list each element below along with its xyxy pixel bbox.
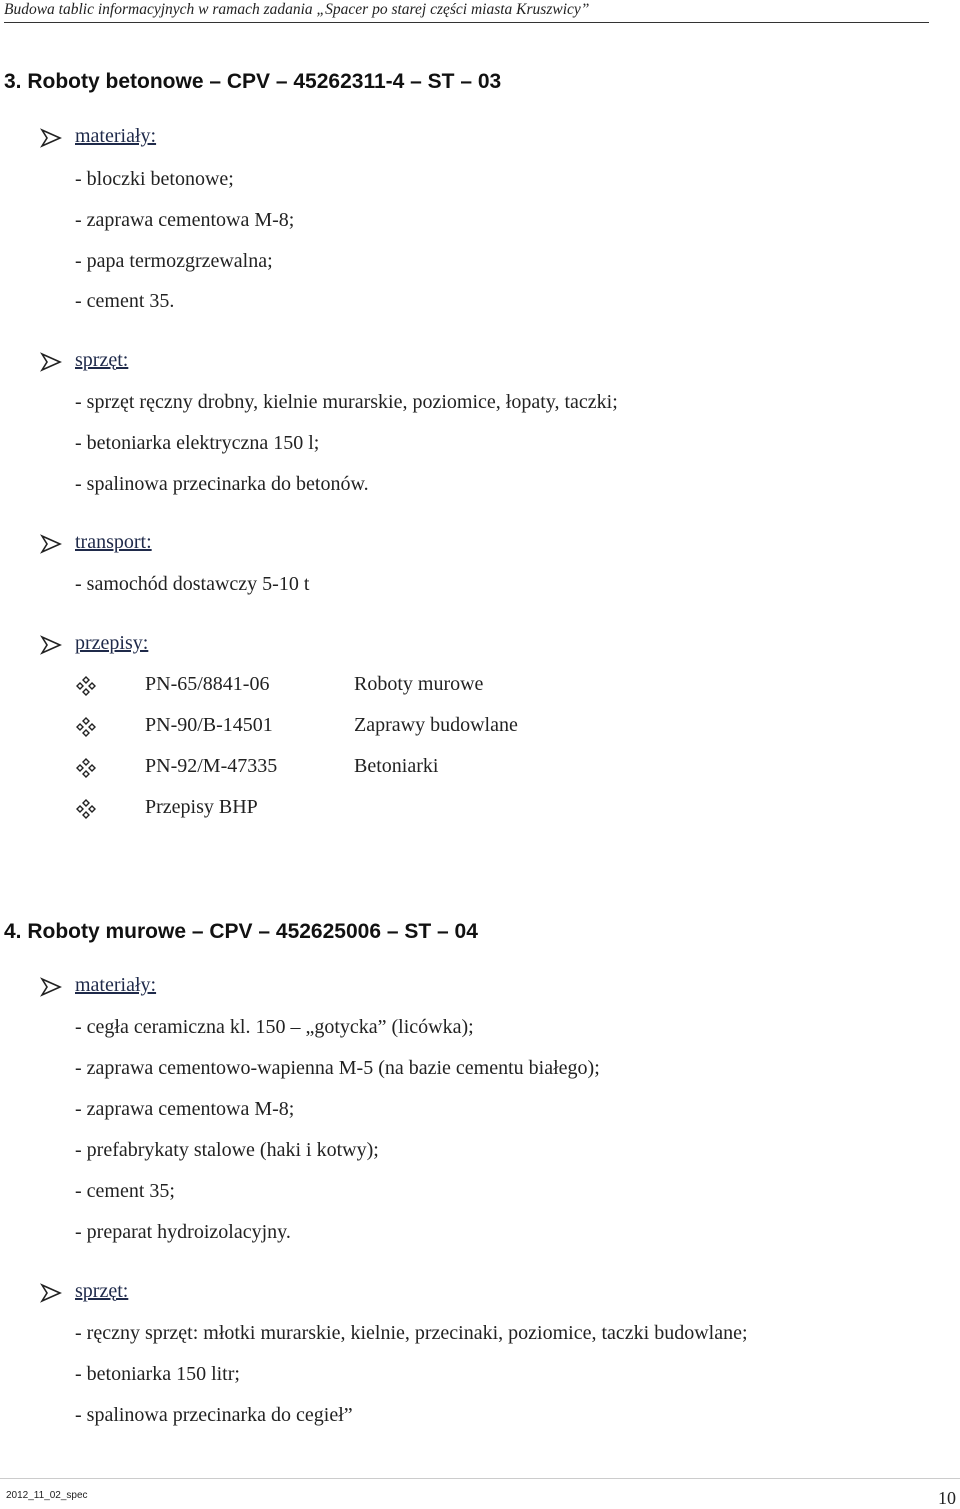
list-item: - zaprawa cementowa M-8; [75,209,295,231]
footer-divider [0,1478,960,1479]
list-item: - cement 35. [75,290,175,312]
footer-file-name: 2012_11_02_spec [6,1490,88,1501]
four-diamond-bullet-icon [76,676,96,696]
list-item: - spalinowa przecinarka do betonów. [75,473,369,495]
list-item: - zaprawa cementowo-wapienna M-5 (na bazie cementu białego); [75,1057,600,1079]
list-item: - sprzęt ręczny drobny, kielnie murarskie, poziomice, łopaty, taczki; [75,391,618,413]
four-diamond-bullet-icon [76,758,96,778]
section-3-title: 3. Roboty betonowe – CPV – 45262311-4 – ST – 03 [4,70,502,93]
arrowhead-bullet-icon [40,1283,62,1303]
list-item: - betoniarka elektryczna 150 l; [75,432,320,454]
list-item: - betoniarka 150 litr; [75,1363,240,1385]
section-4-equipment-label: sprzęt: [75,1280,129,1302]
section-3-transport-label: transport: [75,531,152,553]
four-diamond-bullet-icon [76,799,96,819]
arrowhead-bullet-icon [40,128,62,148]
list-item: - zaprawa cementowa M-8; [75,1098,295,1120]
arrowhead-bullet-icon [40,635,62,655]
list-item: - cement 35; [75,1180,175,1202]
list-item: - spalinowa przecinarka do cegieł” [75,1404,353,1426]
arrowhead-bullet-icon [40,977,62,997]
list-item: - ręczny sprzęt: młotki murarskie, kielnie, przecinaki, poziomice, taczki budowlane; [75,1322,748,1344]
list-item: - preparat hydroizolacyjny. [75,1221,291,1243]
regulation-code: PN-65/8841-06 [145,673,270,695]
section-3-equipment-label: sprzęt: [75,349,129,371]
four-diamond-bullet-icon [76,717,96,737]
regulation-description: Roboty murowe [354,673,484,695]
section-3-regulations-label: przepisy: [75,632,149,654]
list-item: - cegła ceramiczna kl. 150 – „gotycka” (licówka); [75,1016,474,1038]
section-3-materials-label: materiały: [75,125,157,147]
list-item: - papa termozgrzewalna; [75,250,273,272]
list-item: - prefabrykaty stalowe (haki i kotwy); [75,1139,379,1161]
arrowhead-bullet-icon [40,352,62,372]
running-header [4,0,929,23]
section-4-title: 4. Roboty murowe – CPV – 452625006 – ST – 04 [4,920,478,943]
regulation-code: PN-92/M-47335 [145,755,278,777]
list-item: - samochód dostawczy 5-10 t [75,573,310,595]
regulation-description: Zaprawy budowlane [354,714,518,736]
header-title: Budowa tablic informacyjnych w ramach zadania „Spacer po starej części miasta Kruszwicy” [4,1,590,18]
regulation-code: Przepisy BHP [145,796,258,818]
section-4-materials-label: materiały: [75,974,157,996]
page-number: 10 [938,1488,956,1508]
list-item: - bloczki betonowe; [75,168,234,190]
regulation-description: Betoniarki [354,755,439,777]
arrowhead-bullet-icon [40,534,62,554]
regulation-code: PN-90/B-14501 [145,714,273,736]
